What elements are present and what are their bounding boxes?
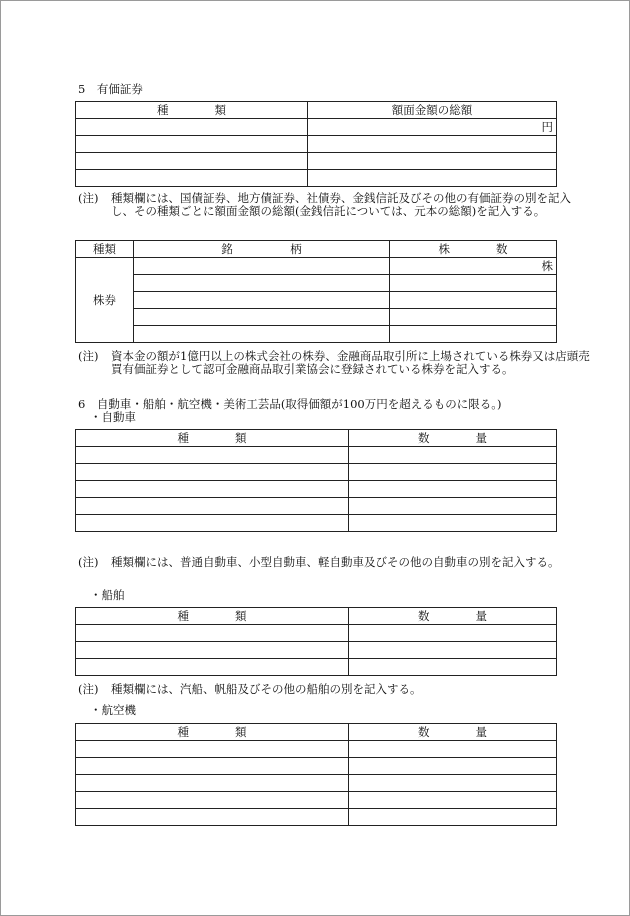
table-cell[interactable] xyxy=(76,136,308,153)
table-row xyxy=(76,741,557,758)
section6-heading: 6 自動車・船舶・航空機・美術工芸品(取得価額が100万円を超えるものに限る。) xyxy=(78,397,502,411)
table-row xyxy=(76,275,557,292)
note-label: (注) xyxy=(78,682,99,696)
note-label: (注) xyxy=(78,191,99,205)
note-text: 種類欄には、国債証券、地方債証券、社債券、金銭信託及びその他の有価証券の別を記入し、その種類ごとに額面金額の総額(金銭信託については、元本の総額)を記入する。 xyxy=(111,191,571,218)
aircraft-subheading: ・航空機 xyxy=(90,703,136,717)
table-row xyxy=(76,326,557,343)
table-row xyxy=(76,481,557,498)
aircraft-table xyxy=(75,723,557,826)
table-row xyxy=(76,464,557,481)
table-cell[interactable] xyxy=(76,758,349,775)
column-header-type: 種 類 xyxy=(76,102,308,119)
table-header-row xyxy=(76,724,557,741)
table-row xyxy=(76,775,557,792)
table-cell[interactable] xyxy=(76,498,349,515)
stock-row-label: 株券 xyxy=(76,258,134,343)
table-row xyxy=(76,642,557,659)
table-row xyxy=(76,292,557,309)
table-cell[interactable] xyxy=(349,741,557,758)
note-text: 種類欄には、普通自動車、小型自動車、軽自動車及びその他の自動車の別を記入する。 xyxy=(111,555,560,569)
note-text: 種類欄には、汽船、帆船及びその他の船舶の別を記入する。 xyxy=(111,682,422,696)
table-cell[interactable] xyxy=(76,741,349,758)
table-cell[interactable] xyxy=(349,775,557,792)
table-cell[interactable] xyxy=(390,326,557,343)
stocks-note xyxy=(78,349,590,392)
table-cell[interactable] xyxy=(349,659,557,676)
securities-table xyxy=(75,101,557,187)
table-cell[interactable] xyxy=(134,309,390,326)
table-cell[interactable] xyxy=(349,515,557,532)
table-cell[interactable] xyxy=(76,642,349,659)
table-row xyxy=(76,153,557,170)
table-header-row xyxy=(76,608,557,625)
table-cell[interactable] xyxy=(308,170,557,187)
table-row xyxy=(76,170,557,187)
table-cell[interactable] xyxy=(349,464,557,481)
table-cell[interactable] xyxy=(76,659,349,676)
note-label: (注) xyxy=(78,349,99,363)
table-row xyxy=(76,792,557,809)
table-cell[interactable] xyxy=(76,625,349,642)
table-cell[interactable] xyxy=(390,275,557,292)
column-header-type: 種 類 xyxy=(76,608,349,625)
table-header-row xyxy=(76,430,557,447)
section5-note xyxy=(78,191,571,234)
table-cell[interactable] xyxy=(349,758,557,775)
table-header-row xyxy=(76,241,557,258)
table-cell[interactable] xyxy=(76,119,308,136)
table-cell[interactable] xyxy=(349,792,557,809)
table-row xyxy=(76,758,557,775)
column-header-issue: 銘 柄 xyxy=(134,241,390,258)
table-cell[interactable] xyxy=(349,642,557,659)
table-row xyxy=(76,258,557,275)
table-row xyxy=(76,659,557,676)
cars-note xyxy=(78,556,568,584)
table-cell[interactable] xyxy=(349,447,557,464)
table-row xyxy=(76,498,557,515)
table-cell[interactable] xyxy=(76,775,349,792)
table-cell[interactable] xyxy=(76,447,349,464)
column-header-type: 種 類 xyxy=(76,724,349,741)
table-cell[interactable] xyxy=(134,292,390,309)
table-row xyxy=(76,515,557,532)
ships-table xyxy=(75,607,557,676)
table-cell[interactable] xyxy=(134,326,390,343)
table-cell[interactable] xyxy=(349,481,557,498)
column-header-quantity: 数 量 xyxy=(349,430,557,447)
stocks-table xyxy=(75,240,557,343)
table-cell[interactable] xyxy=(134,275,390,292)
table-cell[interactable] xyxy=(390,309,557,326)
table-cell[interactable] xyxy=(76,481,349,498)
table-row xyxy=(76,136,557,153)
column-header-kind: 種類 xyxy=(76,241,134,258)
table-cell[interactable] xyxy=(349,625,557,642)
note-label: (注) xyxy=(78,555,99,569)
table-cell[interactable] xyxy=(76,515,349,532)
table-cell[interactable] xyxy=(308,136,557,153)
table-cell[interactable] xyxy=(308,153,557,170)
table-row xyxy=(76,447,557,464)
column-header-face-value: 額面金額の総額 xyxy=(308,102,557,119)
section5-heading: 5 有価証券 xyxy=(78,82,143,96)
ships-subheading: ・船舶 xyxy=(90,588,125,602)
table-cell[interactable] xyxy=(76,153,308,170)
table-cell[interactable] xyxy=(349,809,557,826)
unit-label-yen: 円 xyxy=(308,119,557,136)
ships-note xyxy=(78,683,568,697)
cars-subheading: ・自動車 xyxy=(90,410,136,424)
table-cell[interactable] xyxy=(76,809,349,826)
table-row xyxy=(76,119,557,136)
table-cell[interactable] xyxy=(76,170,308,187)
table-cell[interactable] xyxy=(134,258,390,275)
table-row xyxy=(76,309,557,326)
cars-table xyxy=(75,429,557,532)
column-header-quantity: 数 量 xyxy=(349,724,557,741)
table-header-row xyxy=(76,102,557,119)
note-text: 資本金の額が1億円以上の株式会社の株券、金融商品取引所に上場されている株券又は店頭売買有価証券として認可金融商品取引業協会に登録されている株券を記入する。 xyxy=(111,349,590,376)
table-cell[interactable] xyxy=(76,464,349,481)
column-header-shares: 株 数 xyxy=(390,241,557,258)
table-row xyxy=(76,809,557,826)
table-row xyxy=(76,625,557,642)
column-header-quantity: 数 量 xyxy=(349,608,557,625)
column-header-type: 種 類 xyxy=(76,430,349,447)
unit-label-shares: 株 xyxy=(390,258,557,275)
table-cell[interactable] xyxy=(390,292,557,309)
table-cell[interactable] xyxy=(76,792,349,809)
table-cell[interactable] xyxy=(349,498,557,515)
